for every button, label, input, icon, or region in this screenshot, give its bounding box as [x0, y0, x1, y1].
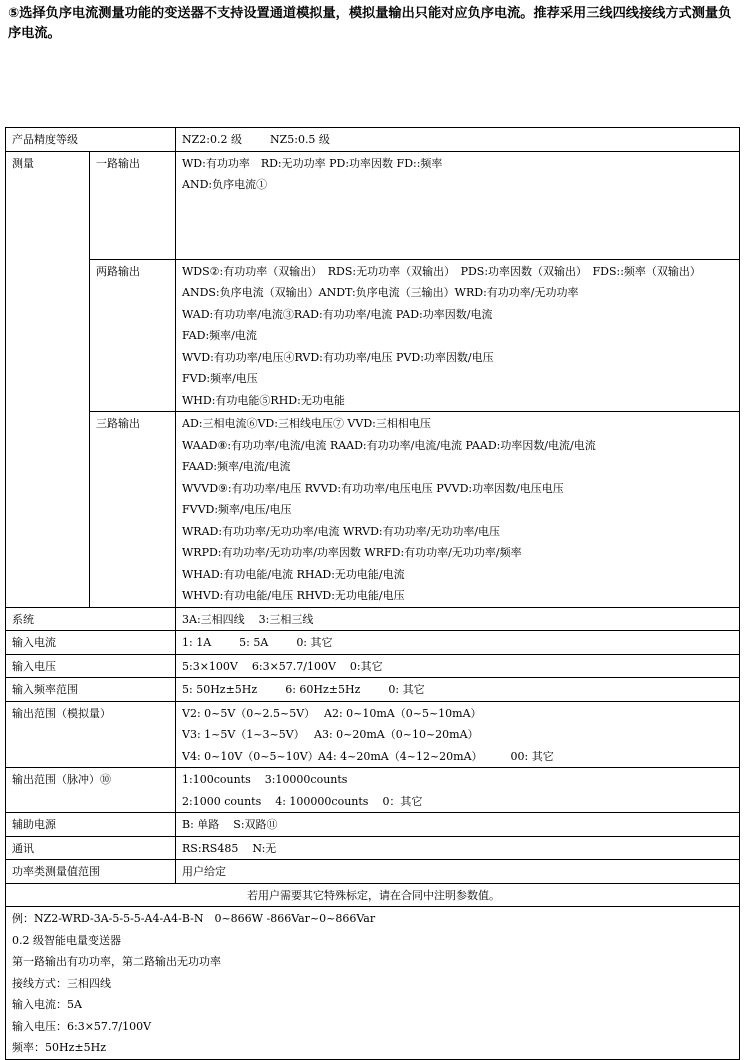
input-current-v3: 0: 其它 [296, 636, 333, 649]
output-analog-values [176, 701, 740, 768]
three-output-line: WVVD⑨:有功功率/电压 RVVD:有功功率/电压电压 PVVD:功率因数/电压电压 [182, 481, 564, 495]
pulse-2: 2:1000 counts [182, 794, 262, 808]
three-output-values [176, 412, 740, 608]
aux-power-v2: S:双路⑪ [233, 818, 278, 831]
three-output-line: FVVD:频率/电压/电压 [182, 503, 292, 516]
analog-v2: V2: 0~5V（0~2.5~5V） [182, 706, 316, 720]
analog-v3: V3: 1~5V（1~3~5V） [182, 728, 305, 741]
output-analog-line [182, 746, 735, 768]
precision-v1: NZ2:0.2 级 [182, 133, 242, 146]
row-measure-one [6, 151, 740, 259]
three-output-line: WRAD:有功功率/无功功率/电流 WRVD:有功功率/无功功率/电压 [182, 524, 501, 538]
analog-a2: A2: 0~10mA（0~5~10mA） [324, 706, 482, 720]
one-output-values [176, 151, 740, 259]
input-freq-v3: 0: 其它 [388, 683, 425, 696]
precision-v2: NZ5:0.5 级 [269, 133, 330, 146]
row-output-analog [6, 701, 740, 768]
system-values [176, 607, 740, 631]
row-precision [6, 128, 740, 152]
input-voltage-v1: 5:3×100V [182, 659, 238, 673]
aux-power-values [176, 813, 740, 837]
input-voltage-v3: 0:其它 [349, 659, 383, 673]
row-power-range [6, 860, 740, 884]
precision-label: 产品精度等级 [6, 128, 176, 152]
aux-power-label: 辅助电源 [6, 813, 176, 837]
two-output-values [176, 259, 740, 412]
output-analog-label: 输出范围（模拟量） [6, 701, 176, 768]
two-output-line: WHD:有功电能⑤RHD:无功电能 [182, 393, 345, 407]
example-line: 接线方式：三相四线 [12, 976, 111, 990]
comm-label: 通讯 [6, 836, 176, 860]
example-model: 例：NZ2-WRD-3A-5-5-5-A4-A4-B-N 0~866W -866Var~0~866Var [12, 912, 376, 925]
system-label: 系统 [6, 607, 176, 631]
row-measure-two [6, 259, 740, 412]
one-output-line: AND:负序电流① [182, 178, 268, 191]
footnote-5: ⑤选择负序电流测量功能的变送器不支持设置通道模拟量，模拟量输出只能对应负序电流。推荐采用三线四线接线方式测量负序电流。 [8, 6, 732, 41]
pulse-1: 1:100counts [182, 773, 251, 786]
row-input-voltage [6, 654, 740, 678]
special-note: 若用户需要其它特殊标定，请在合同中注明参数值。 [6, 883, 740, 907]
row-measure-three [6, 412, 740, 608]
two-output-line: WVD:有功功率/电压④RVD:有功功率/电压 PVD:功率因数/电压 [182, 350, 494, 364]
power-range-label: 功率类测量值范围 [6, 860, 176, 884]
row-input-current [6, 631, 740, 655]
comm-values [176, 836, 740, 860]
input-freq-values [176, 678, 740, 702]
output-pulse-line [182, 769, 735, 791]
row-system [6, 607, 740, 631]
analog-a4: A4: 4~20mA（4~12~20mA） [318, 749, 483, 763]
output-pulse-label: 输出范围（脉冲）⑩ [6, 768, 176, 813]
pulse-3: 3:10000counts [264, 773, 348, 786]
row-output-pulse [6, 768, 740, 813]
output-analog-line [182, 703, 735, 725]
example-line: 频率：50Hz±5Hz [12, 1041, 106, 1054]
output-pulse-values [176, 768, 740, 813]
pulse-other: 0：其它 [382, 794, 423, 808]
system-v2: 3:三相三线 [258, 612, 314, 626]
three-output-line: WRPD:有功功率/无功功率/功率因数 WRFD:有功功率/无功功率/频率 [182, 546, 522, 559]
one-output-line: WD:有功功率 RD:无功功率 PD:功率因数 FD::频率 [182, 156, 443, 170]
analog-other: 00: 其它 [510, 749, 554, 763]
input-current-v2: 5: 5A [239, 636, 269, 649]
example-block [6, 907, 740, 1060]
example-line: 输入电流：5A [12, 998, 82, 1011]
output-pulse-line [182, 791, 735, 813]
output-analog-line [182, 724, 735, 746]
three-output-line: AD:三相电流⑥VD:三相线电压⑦ VVD:三相相电压 [182, 417, 431, 430]
input-voltage-v2: 6:3×57.7/100V [251, 659, 336, 673]
two-output-line: FAD:频率/电流 [182, 329, 257, 342]
input-current-values [176, 631, 740, 655]
aux-power-v1: B: 单路 [182, 818, 220, 831]
example-line: 第一路输出有功功率，第二路输出无功功率 [12, 955, 221, 968]
two-output-label: 两路输出 [90, 259, 176, 412]
spec-table [5, 127, 740, 1060]
measure-label: 测量 [6, 151, 90, 607]
precision-values [176, 128, 740, 152]
system-v1: 3A:三相四线 [182, 612, 245, 626]
row-aux-power [6, 813, 740, 837]
input-current-v1: 1: 1A [182, 636, 212, 649]
three-output-line: WHAD:有功电能/电流 RHAD:无功电能/电流 [182, 567, 405, 581]
row-comm [6, 836, 740, 860]
input-current-label: 输入电流 [6, 631, 176, 655]
two-output-para: WDS②:有功功率（双输出） RDS:无功功率（双输出） PDS:功率因数（双输出） FDS::频率（双输出）ANDS:负序电流（双输出）ANDT:负序电流（三输出）WRD:有功功率/无功功率 [182, 264, 701, 299]
analog-a3: A3: 0~20mA（0~10~20mA） [314, 728, 479, 741]
two-output-line: WAD:有功功率/电流③RAD:有功功率/电流 PAD:功率因数/电流 [182, 307, 493, 321]
three-output-label: 三路输出 [90, 412, 176, 608]
analog-v4: V4: 0~10V（0~5~10V） [182, 749, 319, 763]
three-output-line: WHVD:有功电能/电压 RHVD:无功电能/电压 [182, 589, 405, 602]
three-output-line: FAAD:频率/电流/电流 [182, 460, 291, 473]
input-freq-v1: 5: 50Hz±5Hz [182, 683, 258, 696]
one-output-label: 一路输出 [90, 151, 176, 259]
pulse-4: 4: 100000counts [275, 794, 369, 808]
power-range-value: 用户给定 [176, 860, 740, 884]
comm-v2: N:无 [252, 841, 277, 855]
three-output-line: WAAD⑧:有功功率/电流/电流 RAAD:有功功率/电流/电流 PAAD:功率因数/电流/电流 [182, 438, 596, 452]
row-example [6, 907, 740, 1060]
input-voltage-values [176, 654, 740, 678]
row-input-freq [6, 678, 740, 702]
example-line: 0.2 级智能电量变送器 [12, 933, 121, 947]
row-special-note [6, 883, 740, 907]
two-output-line: FVD:频率/电压 [182, 372, 258, 385]
input-voltage-label: 输入电压 [6, 654, 176, 678]
example-line: 输入电压：6:3×57.7/100V [12, 1019, 152, 1033]
input-freq-label: 输入频率范围 [6, 678, 176, 702]
input-freq-v2: 6: 60Hz±5Hz [285, 683, 361, 696]
comm-v1: RS:RS485 [182, 841, 239, 855]
